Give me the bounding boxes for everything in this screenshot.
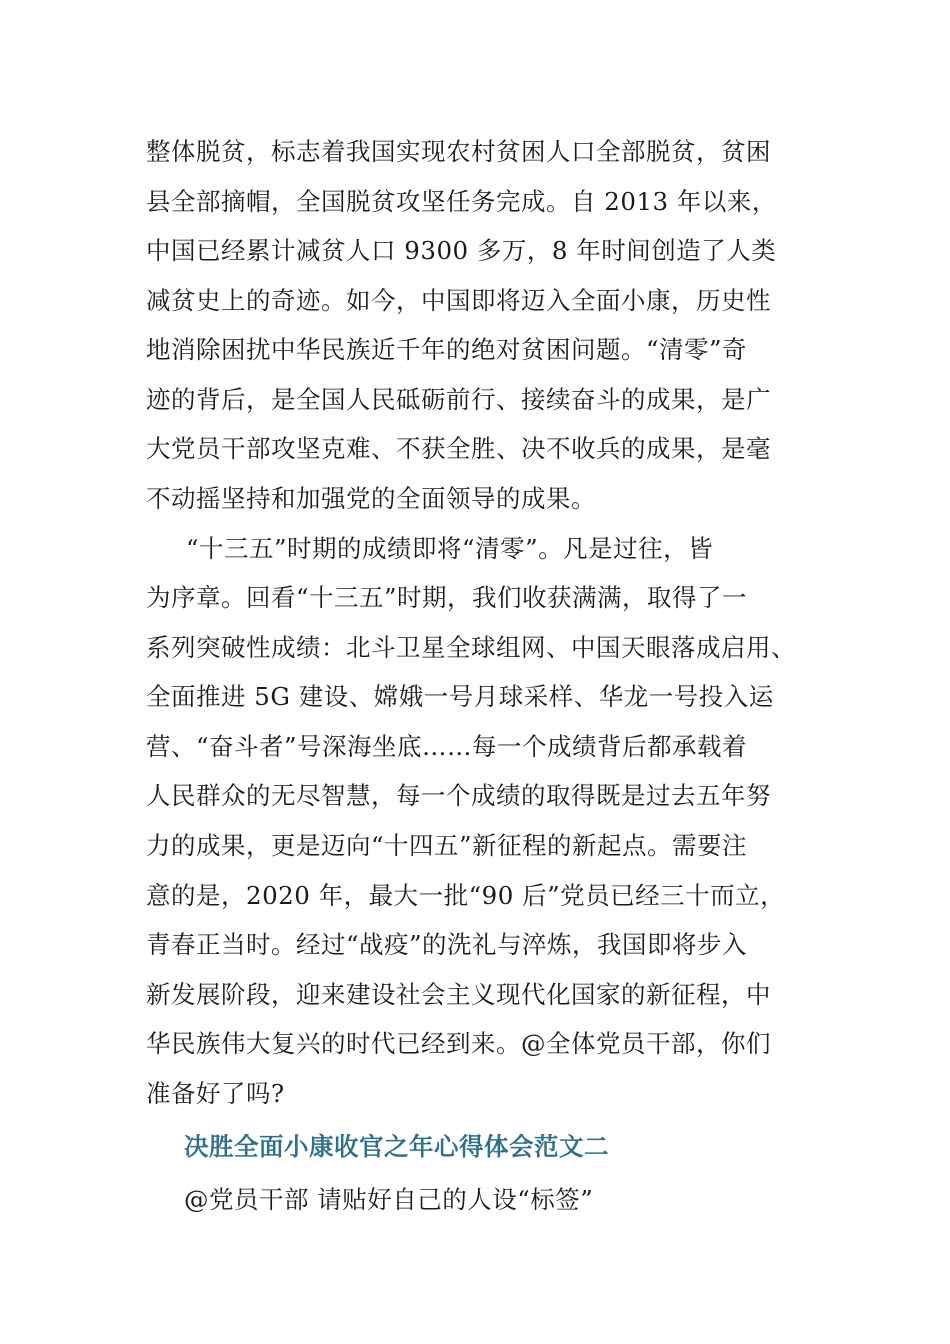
text-line: 减贫史上的奇迹。如今，中国即将迈入全面小康，历史性 — [146, 286, 771, 315]
section-subtitle: @党员干部 请贴好自己的人设“标签” — [184, 1185, 594, 1214]
text-line: 地消除困扰中华民族近千年的绝对贫困问题。“清零”奇 — [146, 335, 748, 364]
text-line: 整体脱贫，标志着我国实现农村贫困人口全部脱贫，贫困 — [146, 137, 771, 166]
text-line: 华民族伟大复兴的时代已经到来。@全体党员干部，你们 — [146, 1029, 771, 1058]
text-line: “十三五”时期的成绩即将“清零”。凡是过往，皆 — [186, 534, 714, 563]
text-line: 人民群众的无尽智慧，每一个成绩的取得既是过去五年努 — [146, 781, 771, 810]
text-line: 准备好了吗? — [146, 1079, 285, 1108]
text-line: 大党员干部攻坚克难、不获全胜、决不收兵的成果，是毫 — [146, 434, 771, 463]
text-line: 不动摇坚持和加强党的全面领导的成果。 — [146, 484, 596, 513]
text-line: 青春正当时。经过“战疫”的洗礼与淬炼，我国即将步入 — [146, 930, 748, 959]
text-line: 全面推进 5G 建设、嫦娥一号月球采样、华龙一号投入运 — [146, 682, 774, 711]
text-line: 县全部摘帽，全国脱贫攻坚任务完成。自 2013 年以来， — [146, 187, 777, 216]
text-line: 意的是，2020 年，最大一批“90 后”党员已经三十而立， — [146, 881, 786, 910]
text-line: 系列突破性成绩：北斗卫星全球组网、中国天眼落成启用、 — [146, 633, 796, 662]
text-line: 新发展阶段，迎来建设社会主义现代化国家的新征程，中 — [146, 980, 771, 1009]
text-line: 中国已经累计减贫人口 9300 多万，8 年时间创造了人类 — [146, 236, 777, 265]
section-heading: 决胜全面小康收官之年心得体会范文二 — [184, 1132, 609, 1161]
text-line: 迹的背后，是全国人民砥砺前行、接续奋斗的成果，是广 — [146, 385, 771, 414]
text-line: 为序章。回看“十三五”时期，我们收获满满，取得了一 — [146, 583, 748, 612]
text-line: 营、“奋斗者”号深海坐底……每一个成绩背后都承载着 — [146, 732, 748, 761]
text-line: 力的成果，更是迈向“十四五”新征程的新起点。需要注 — [146, 831, 748, 860]
